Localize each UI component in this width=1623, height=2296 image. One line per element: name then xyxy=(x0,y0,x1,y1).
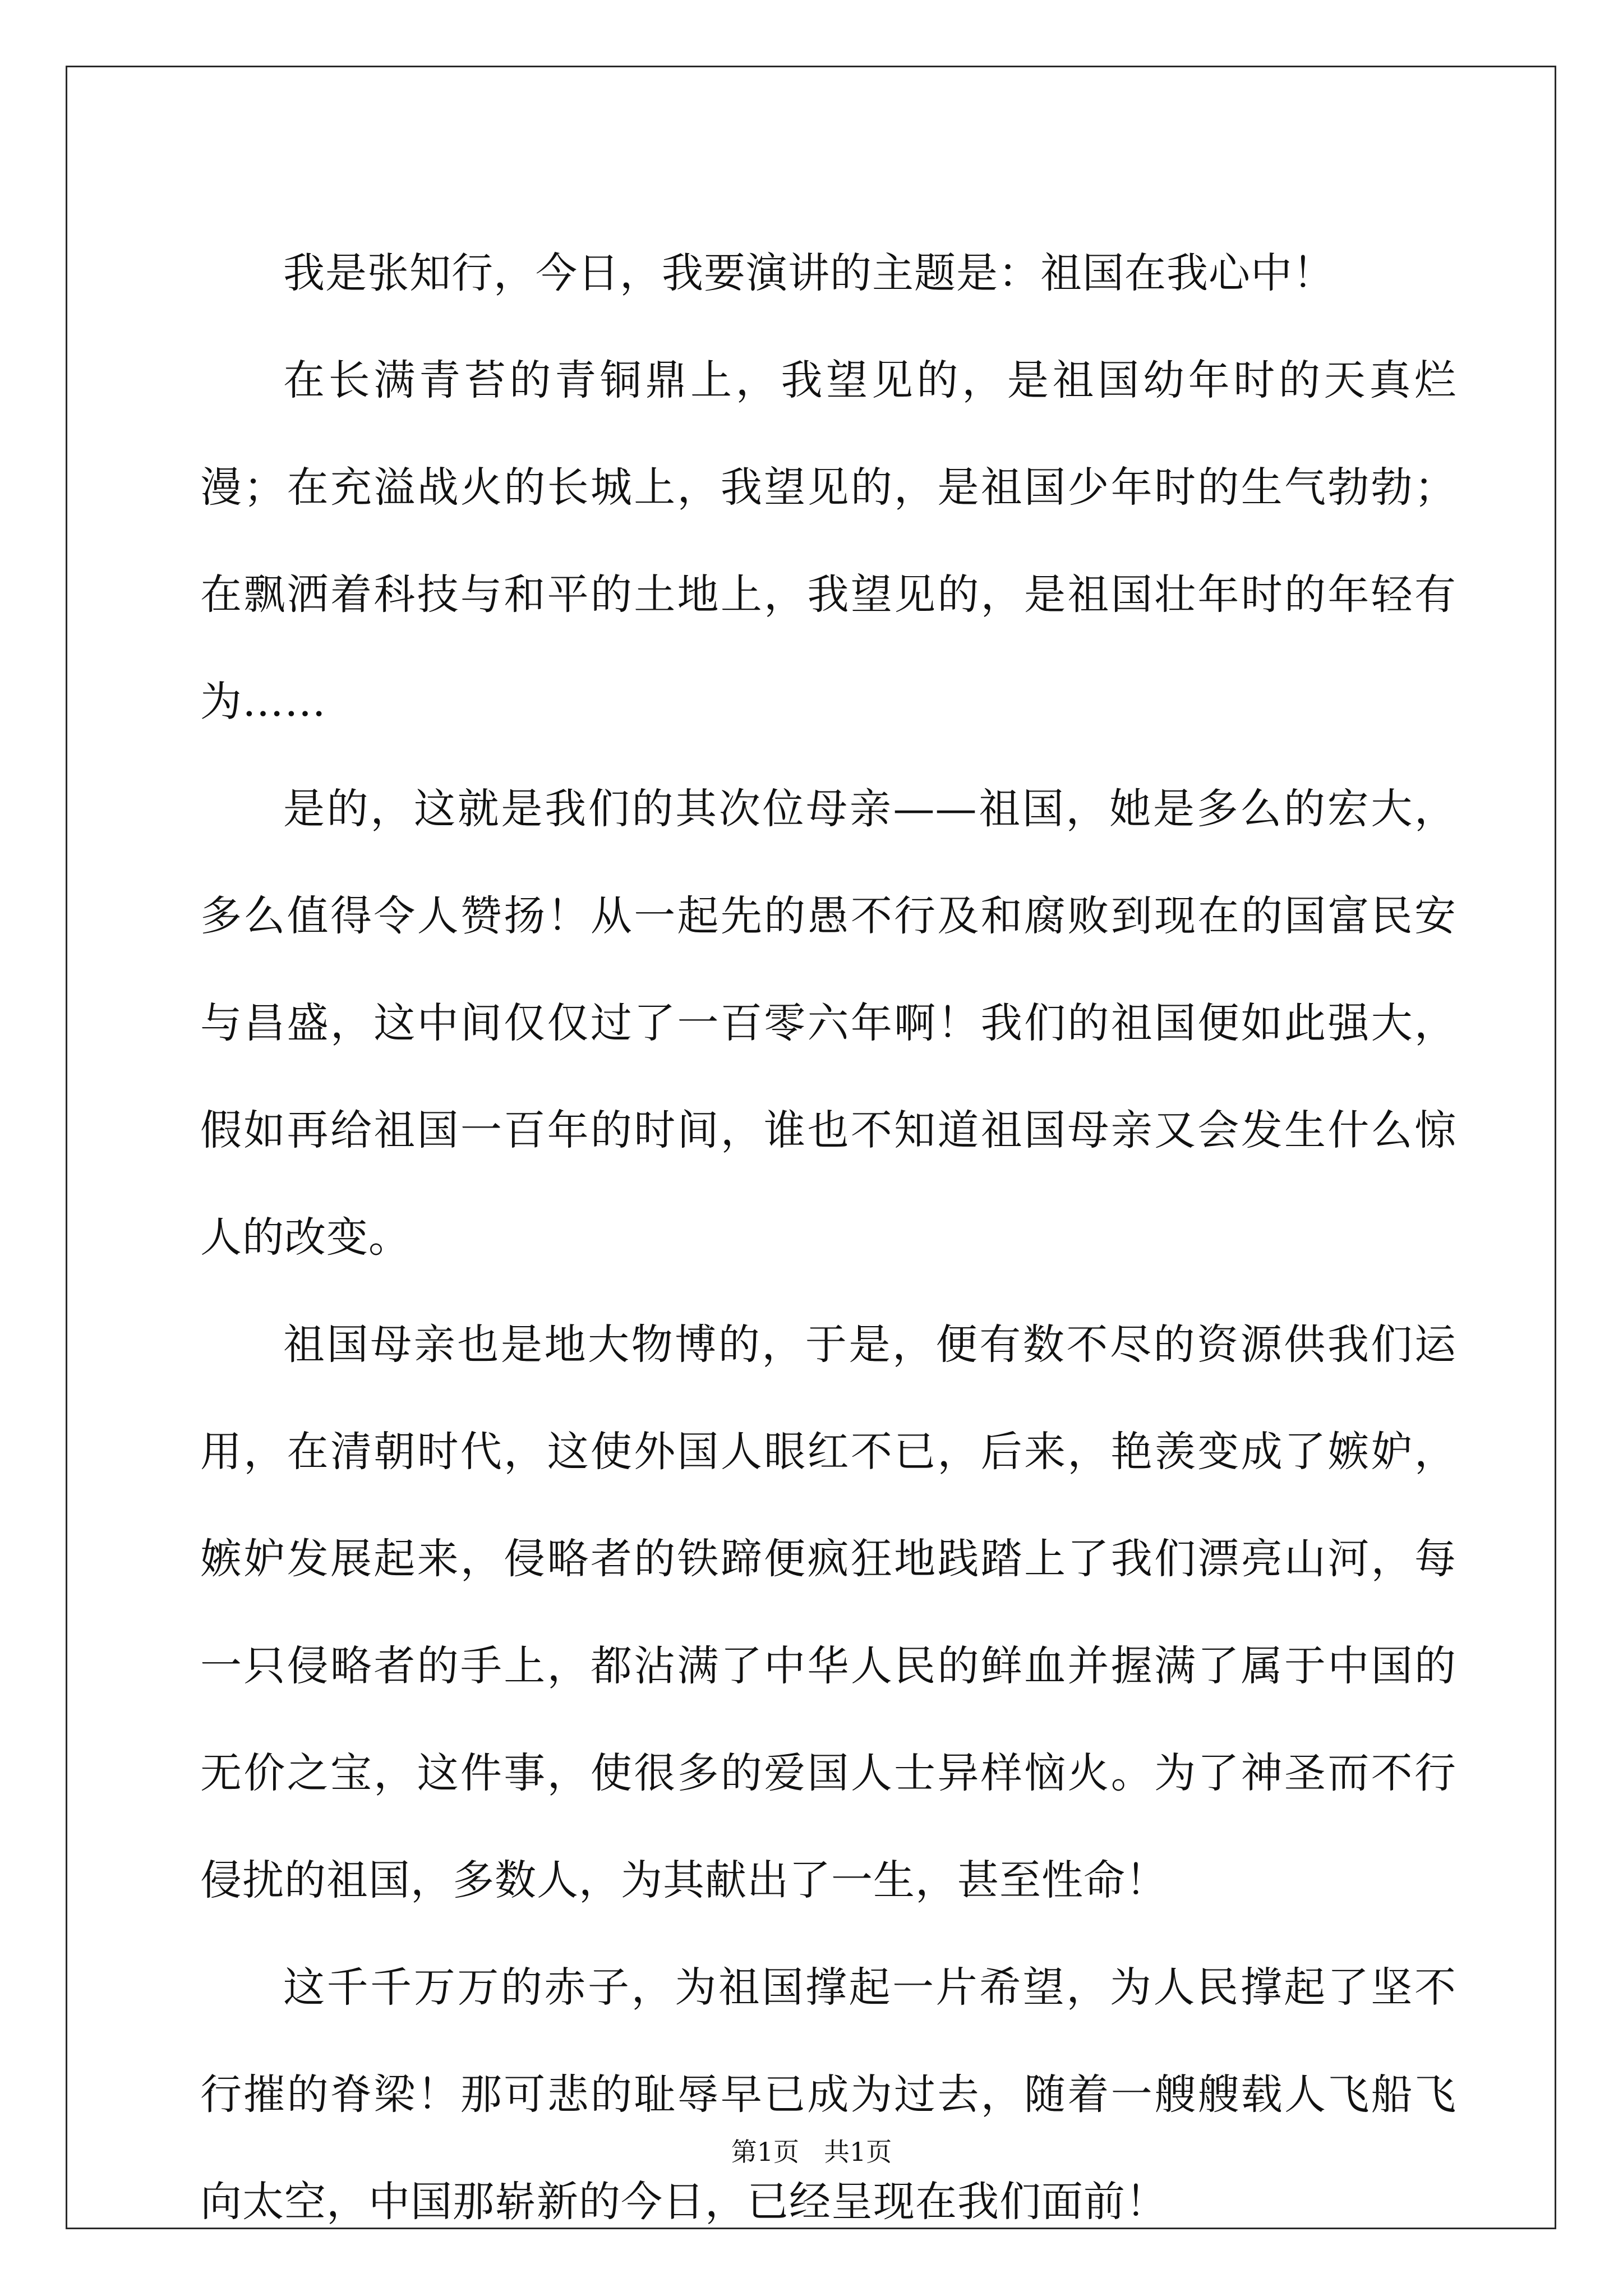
speech-body xyxy=(200,220,1456,2256)
page-number: 第1页 xyxy=(731,2137,799,2167)
page-total: 共1页 xyxy=(824,2137,892,2167)
page-footer xyxy=(0,2135,1623,2169)
paragraph-intro: 我是张知行，今日，我要演讲的主题是：祖国在我心中！ xyxy=(283,249,1335,297)
paragraph-history-stages: 在长满青苔的青铜鼎上，我望见的，是祖国幼年时的天真烂漫；在充溢战火的长城上，我望见的，是祖国少年时的生气勃勃；在飘洒着科技与和平的土地上，我望见的，是祖国壮年时的年轻有为…… xyxy=(200,356,1456,726)
paragraph-resources-invasion: 祖国母亲也是地大物博的，于是，便有数不尽的资源供我们运用，在清朝时代，这使外国人眼红不已，后来，艳羡变成了嫉妒，嫉妒发展起来，侵略者的铁蹄便疯狂地践踏上了我们漂亮山河，每一只侵略者的手上，都沾满了中华人民的鲜血并握满了属于中国的无价之宝，这件事，使很多的爱国人士异样恼火。为了神圣而不行侵扰的祖国，多数人，为其献出了一生，甚至性命！ xyxy=(200,1320,1456,1904)
paragraph-second-mother: 是的，这就是我们的其次位母亲——祖国，她是多么的宏大，多么值得令人赞扬！从一起先的愚不行及和腐败到现在的国富民安与昌盛，这中间仅仅过了一百零六年啊！我们的祖国便如此强大，假如再给祖国一百年的时间，谁也不知道祖国母亲又会发生什么惊人的改变。 xyxy=(200,785,1456,1262)
paragraph-conclusion: 这千千万万的赤子，为祖国撑起一片希望，为人民撑起了坚不行摧的脊梁！那可悲的耻辱早已成为过去，随着一艘艘载人飞船飞向太空，中国那崭新的今日，已经呈现在我们面前！ xyxy=(200,1963,1456,2226)
